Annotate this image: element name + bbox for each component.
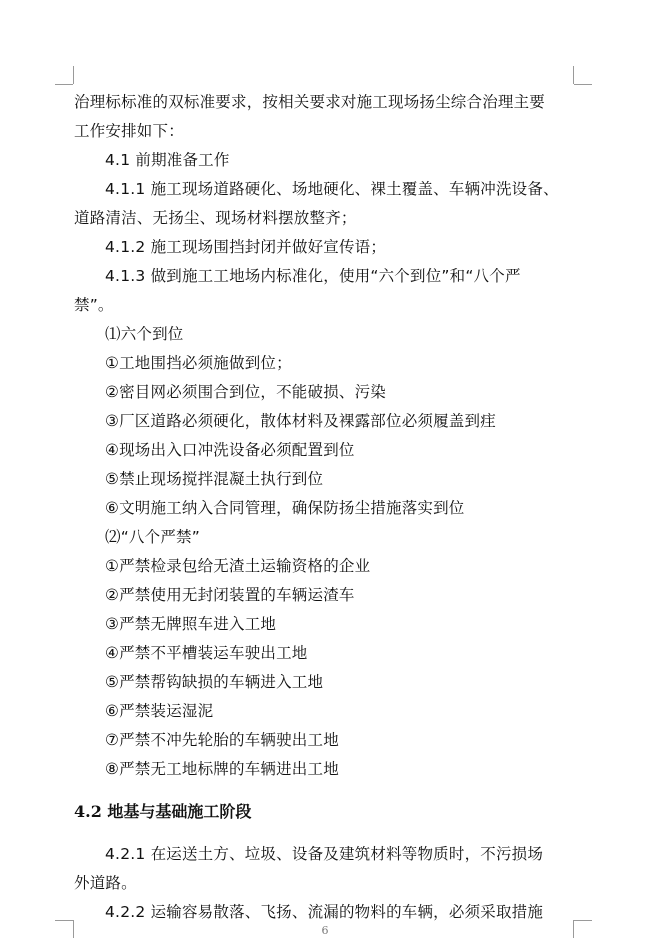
- list-item: ②严禁使用无封闭装置的车辆运渣车: [105, 586, 355, 604]
- paragraph-line: 4.1.2 施工现场围挡封闭并做好宣传语；: [105, 238, 387, 256]
- crop-mark-bottom-right: [574, 920, 592, 921]
- crop-mark-bottom-left: [55, 920, 73, 921]
- list-item: ⑦严禁不冲先轮胎的车辆驶出工地: [105, 731, 339, 749]
- list-heading: ⑴六个到位: [105, 325, 184, 343]
- paragraph-line: 4.2.2 运输容易散落、飞扬、流漏的物料的车辆，必须采取措施: [105, 903, 544, 921]
- paragraph-line: 外道路。: [74, 874, 137, 892]
- paragraph-line: 治理标标准的双标准要求，按相关要求对施工现场扬尘综合治理主要: [74, 93, 546, 111]
- list-item: ⑥严禁装运湿泥: [105, 702, 214, 720]
- paragraph-line: 道路清洁、无扬尘、现场材料摆放整齐；: [74, 209, 357, 227]
- paragraph-line: 4.1.3 做到施工工地场内标准化，使用“六个到位”和“八个严: [105, 267, 521, 285]
- list-item: ④严禁不平槽装运车驶出工地: [105, 644, 308, 662]
- page-number: 6: [321, 924, 329, 937]
- list-heading: ⑵“八个严禁”: [105, 528, 200, 546]
- paragraph-line: 4.1.1 施工现场道路硬化、场地硬化、裸土覆盖、车辆冲洗设备、: [105, 180, 559, 198]
- list-item: ③厂区道路必须硬化，散体材料及裸露部位必须履盖到疰: [105, 412, 496, 430]
- list-item: ①严禁检录包给无渣土运输资格的企业: [105, 557, 371, 575]
- section-heading-4-2: 4.2 地基与基础施工阶段: [74, 802, 252, 821]
- crop-mark-top-left: [55, 84, 73, 85]
- list-item: ⑤严禁帮钩缺损的车辆进入工地: [105, 673, 324, 691]
- crop-mark-top-right: [574, 84, 592, 85]
- paragraph-line: 工作安排如下：: [74, 122, 184, 140]
- list-item: ⑧严禁无工地标牌的车辆进出工地: [105, 760, 339, 778]
- section-heading: 4.1 前期准备工作: [105, 151, 230, 169]
- document-body: [74, 88, 574, 927]
- crop-mark-top-left: [73, 66, 74, 84]
- paragraph-line: 禁”。: [74, 296, 114, 314]
- list-item: ②密目网必须围合到位，不能破损、污染: [105, 383, 386, 401]
- crop-mark-top-right: [573, 66, 574, 84]
- list-item: ④现场出入口冲洗设备必须配置到位: [105, 441, 355, 459]
- list-item: ⑤禁止现场搅拌混凝土执行到位: [105, 470, 324, 488]
- list-item: ①工地围挡必须施做到位；: [105, 354, 292, 372]
- list-item: ③严禁无牌照车进入工地: [105, 615, 277, 633]
- paragraph-line: 4.2.1 在运送土方、垃圾、设备及建筑材料等物质时，不污损场: [105, 845, 544, 863]
- list-item: ⑥文明施工纳入合同管理，确保防扬尘措施落实到位: [105, 499, 465, 517]
